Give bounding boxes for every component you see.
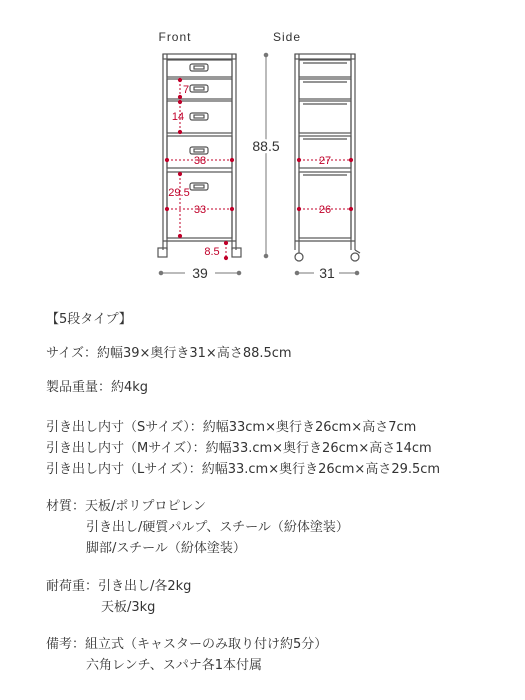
material-line: 脚部/スチール（紛体塗装） (86, 541, 246, 556)
dim-label: 8.5 (204, 246, 220, 258)
drawer-s-spec: 引き出し内寸（Sサイズ）：約幅33cm×奥行き26cm×高さ7cm (46, 420, 417, 435)
dim-label: 26 (318, 204, 332, 216)
drawer-s2 (167, 79, 232, 99)
front-width-label: 39 (192, 265, 208, 281)
size-spec: サイズ：約幅39×奥行き31×高さ88.5cm (46, 346, 292, 361)
dim-label: 14 (171, 111, 185, 123)
load-line: 天板/3kg (101, 600, 156, 615)
type-title: 【5段タイプ】 (46, 312, 132, 327)
drawer-dimensions (46, 417, 440, 480)
note-spec (46, 634, 327, 676)
side-width-label: 31 (319, 265, 335, 281)
overall-height-label: 88.5 (252, 138, 280, 154)
dim-label: 27 (318, 155, 332, 167)
material-line: 材質：天板/ポリプロピレン (46, 499, 207, 514)
drawer-m-spec: 引き出し内寸（Mサイズ）：約幅33.cm×奥行き26cm×高さ14cm (46, 441, 432, 456)
dim-label: 7 (182, 84, 190, 96)
overall-height-dimension (264, 53, 268, 258)
dim-label: 29.5 (168, 187, 190, 199)
drawer-l-spec: 引き出し内寸（Lサイズ）：約幅33.cm×奥行き26cm×高さ29.5cm (46, 462, 441, 477)
note-line: 六角レンチ、スパナ各1本付属 (86, 658, 263, 673)
material-spec (46, 496, 349, 559)
note-line: 備考：組立式（キャスターのみ取り付け約5分） (46, 637, 328, 652)
side-view-label: Side (272, 30, 302, 44)
load-line: 耐荷重：引き出し/各2kg (46, 579, 192, 594)
dim-label: 33 (193, 204, 207, 216)
product-dimension-diagram (0, 0, 525, 290)
weight-spec: 製品重量：約4kg (46, 380, 149, 395)
front-dimension-marks (165, 78, 233, 259)
material-line: 引き出し/硬質パルプ、スチール（紛体塗装） (86, 520, 349, 535)
load-spec (46, 576, 191, 618)
dim-label: 38 (193, 155, 207, 167)
front-view-label: Front (158, 30, 192, 44)
